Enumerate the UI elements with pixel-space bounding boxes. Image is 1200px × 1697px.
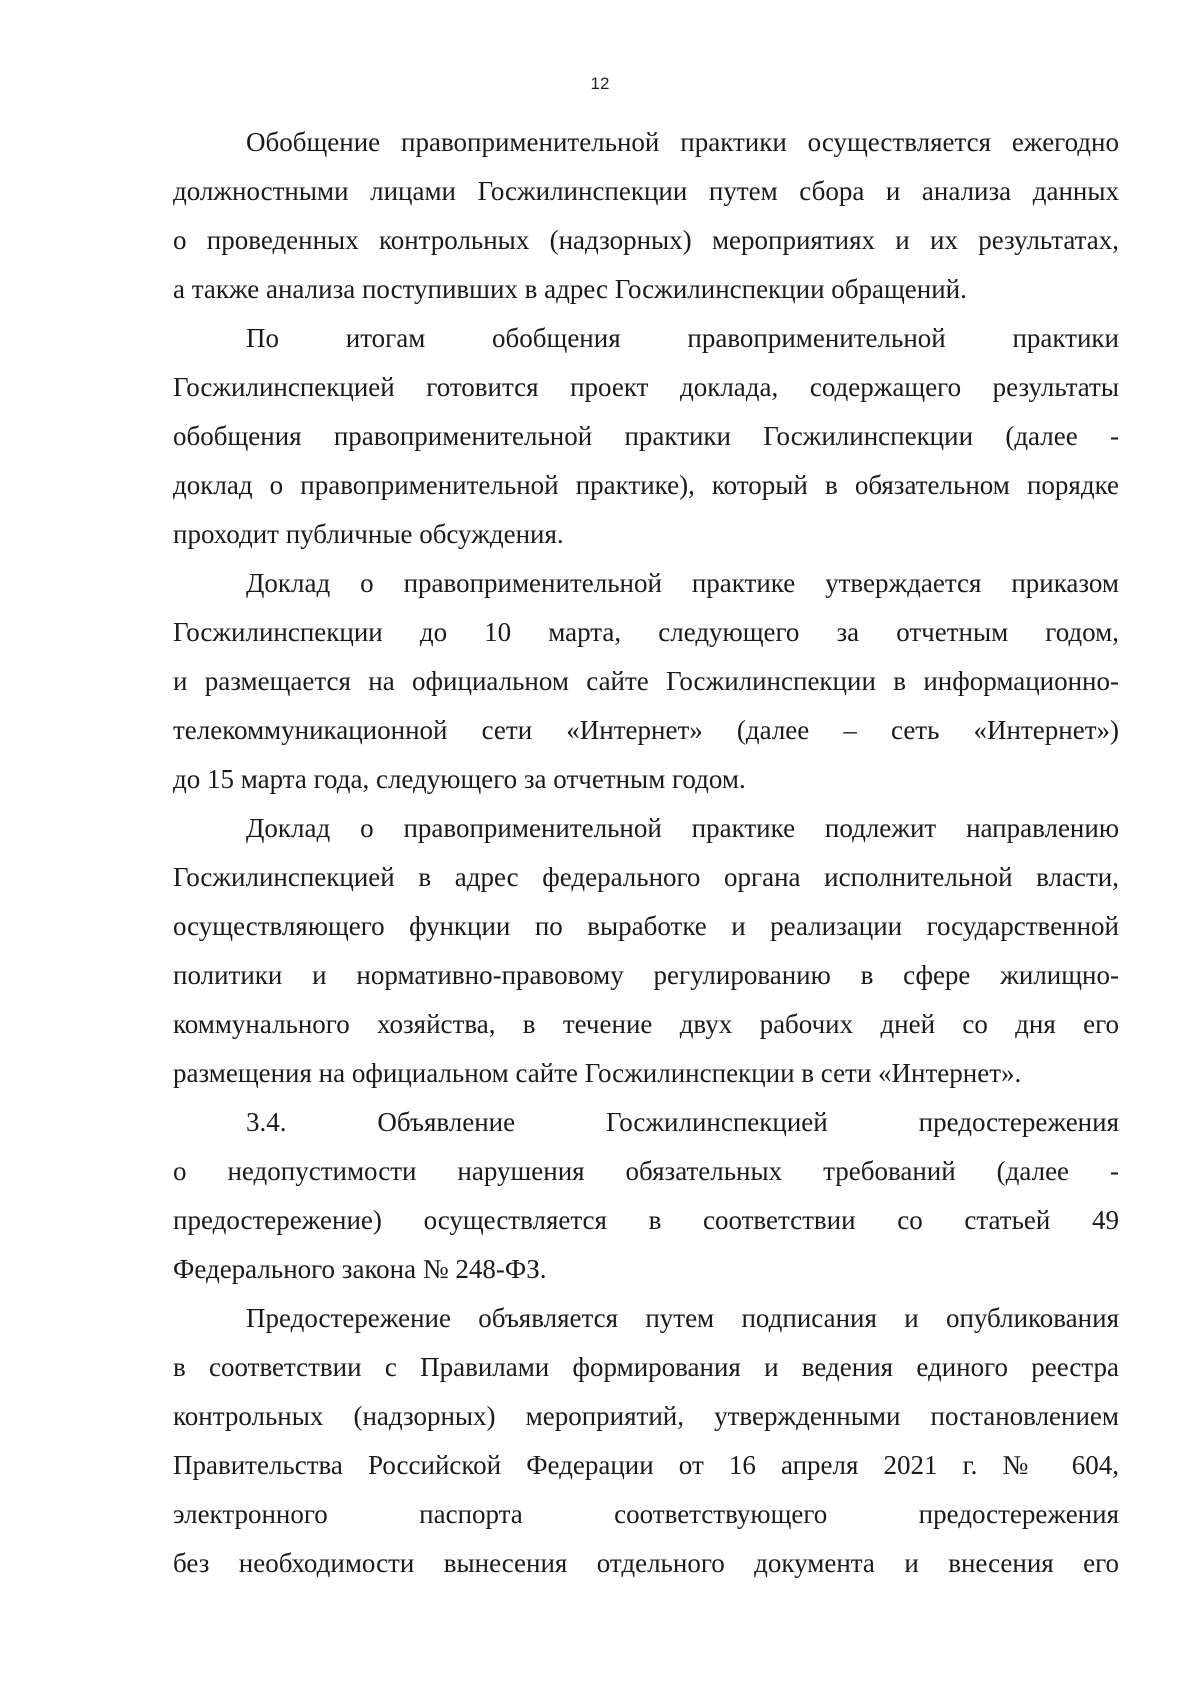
text-line: размещения на официальном сайте Госжилинспекции в сети «Интернет». (173, 1058, 1022, 1088)
text-line: Федерального закона № 248-ФЗ. (173, 1254, 547, 1284)
paragraph-report-draft (173, 314, 1119, 559)
text-line: и размещается на официальном сайте Госжилинспекции в информационно- (173, 666, 1119, 696)
text-line: предостережение) осуществляется в соответствии со статьей 49 (173, 1205, 1119, 1235)
text-line: электронного паспорта соответствующего предостережения (173, 1499, 1119, 1529)
paragraph-warning-announcement (173, 1294, 1119, 1588)
text-line: По итогам обобщения правоприменительной практики (246, 323, 1119, 353)
text-line: телекоммуникационной сети «Интернет» (далее – сеть «Интернет») (173, 715, 1119, 745)
text-line: политики и нормативно-правовому регулированию в сфере жилищно- (173, 960, 1119, 990)
text-line: до 15 марта года, следующего за отчетным годом. (173, 764, 746, 794)
text-line: 3.4. Объявление Госжилинспекцией предостережения (246, 1107, 1119, 1137)
text-line: обобщения правоприменительной практики Госжилинспекции (далее - (173, 421, 1119, 451)
paragraph-section-3-4 (173, 1098, 1119, 1294)
paragraph-report-submission (173, 804, 1119, 1098)
text-line: доклад о правоприменительной практике), который в обязательном порядке (173, 470, 1119, 500)
text-line: о недопустимости нарушения обязательных требований (далее - (173, 1156, 1119, 1186)
text-line: Доклад о правоприменительной практике подлежит направлению (246, 813, 1119, 843)
text-line: Правительства Российской Федерации от 16 апреля 2021 г. № 604, (173, 1450, 1119, 1480)
text-line: осуществляющего функции по выработке и реализации государственной (173, 911, 1119, 941)
text-line: о проведенных контрольных (надзорных) мероприятиях и их результатах, (173, 225, 1119, 255)
text-line: а также анализа поступивших в адрес Госжилинспекции обращений. (173, 274, 967, 304)
text-line: проходит публичные обсуждения. (173, 519, 564, 549)
text-line: в соответствии с Правилами формирования и ведения единого реестра (173, 1352, 1119, 1382)
document-body (173, 118, 1119, 1588)
text-line: контрольных (надзорных) мероприятий, утвержденными постановлением (173, 1401, 1119, 1431)
text-line: без необходимости вынесения отдельного документа и внесения его (173, 1548, 1119, 1578)
text-line: коммунального хозяйства, в течение двух рабочих дней со дня его (173, 1009, 1119, 1039)
paragraph-report-approval (173, 559, 1119, 804)
text-line: Госжилинспекции до 10 марта, следующего за отчетным годом, (173, 617, 1119, 647)
text-line: Предостережение объявляется путем подписания и опубликования (246, 1303, 1119, 1333)
text-line: Обобщение правоприменительной практики осуществляется ежегодно (246, 127, 1119, 157)
text-line: должностными лицами Госжилинспекции путем сбора и анализа данных (173, 176, 1119, 206)
text-line: Госжилинспекцией готовится проект доклада, содержащего результаты (173, 372, 1119, 402)
paragraph-generalization (173, 118, 1119, 314)
page-number: 12 (590, 74, 610, 93)
text-line: Госжилинспекцией в адрес федерального органа исполнительной власти, (173, 862, 1119, 892)
text-line: Доклад о правоприменительной практике утверждается приказом (246, 568, 1119, 598)
